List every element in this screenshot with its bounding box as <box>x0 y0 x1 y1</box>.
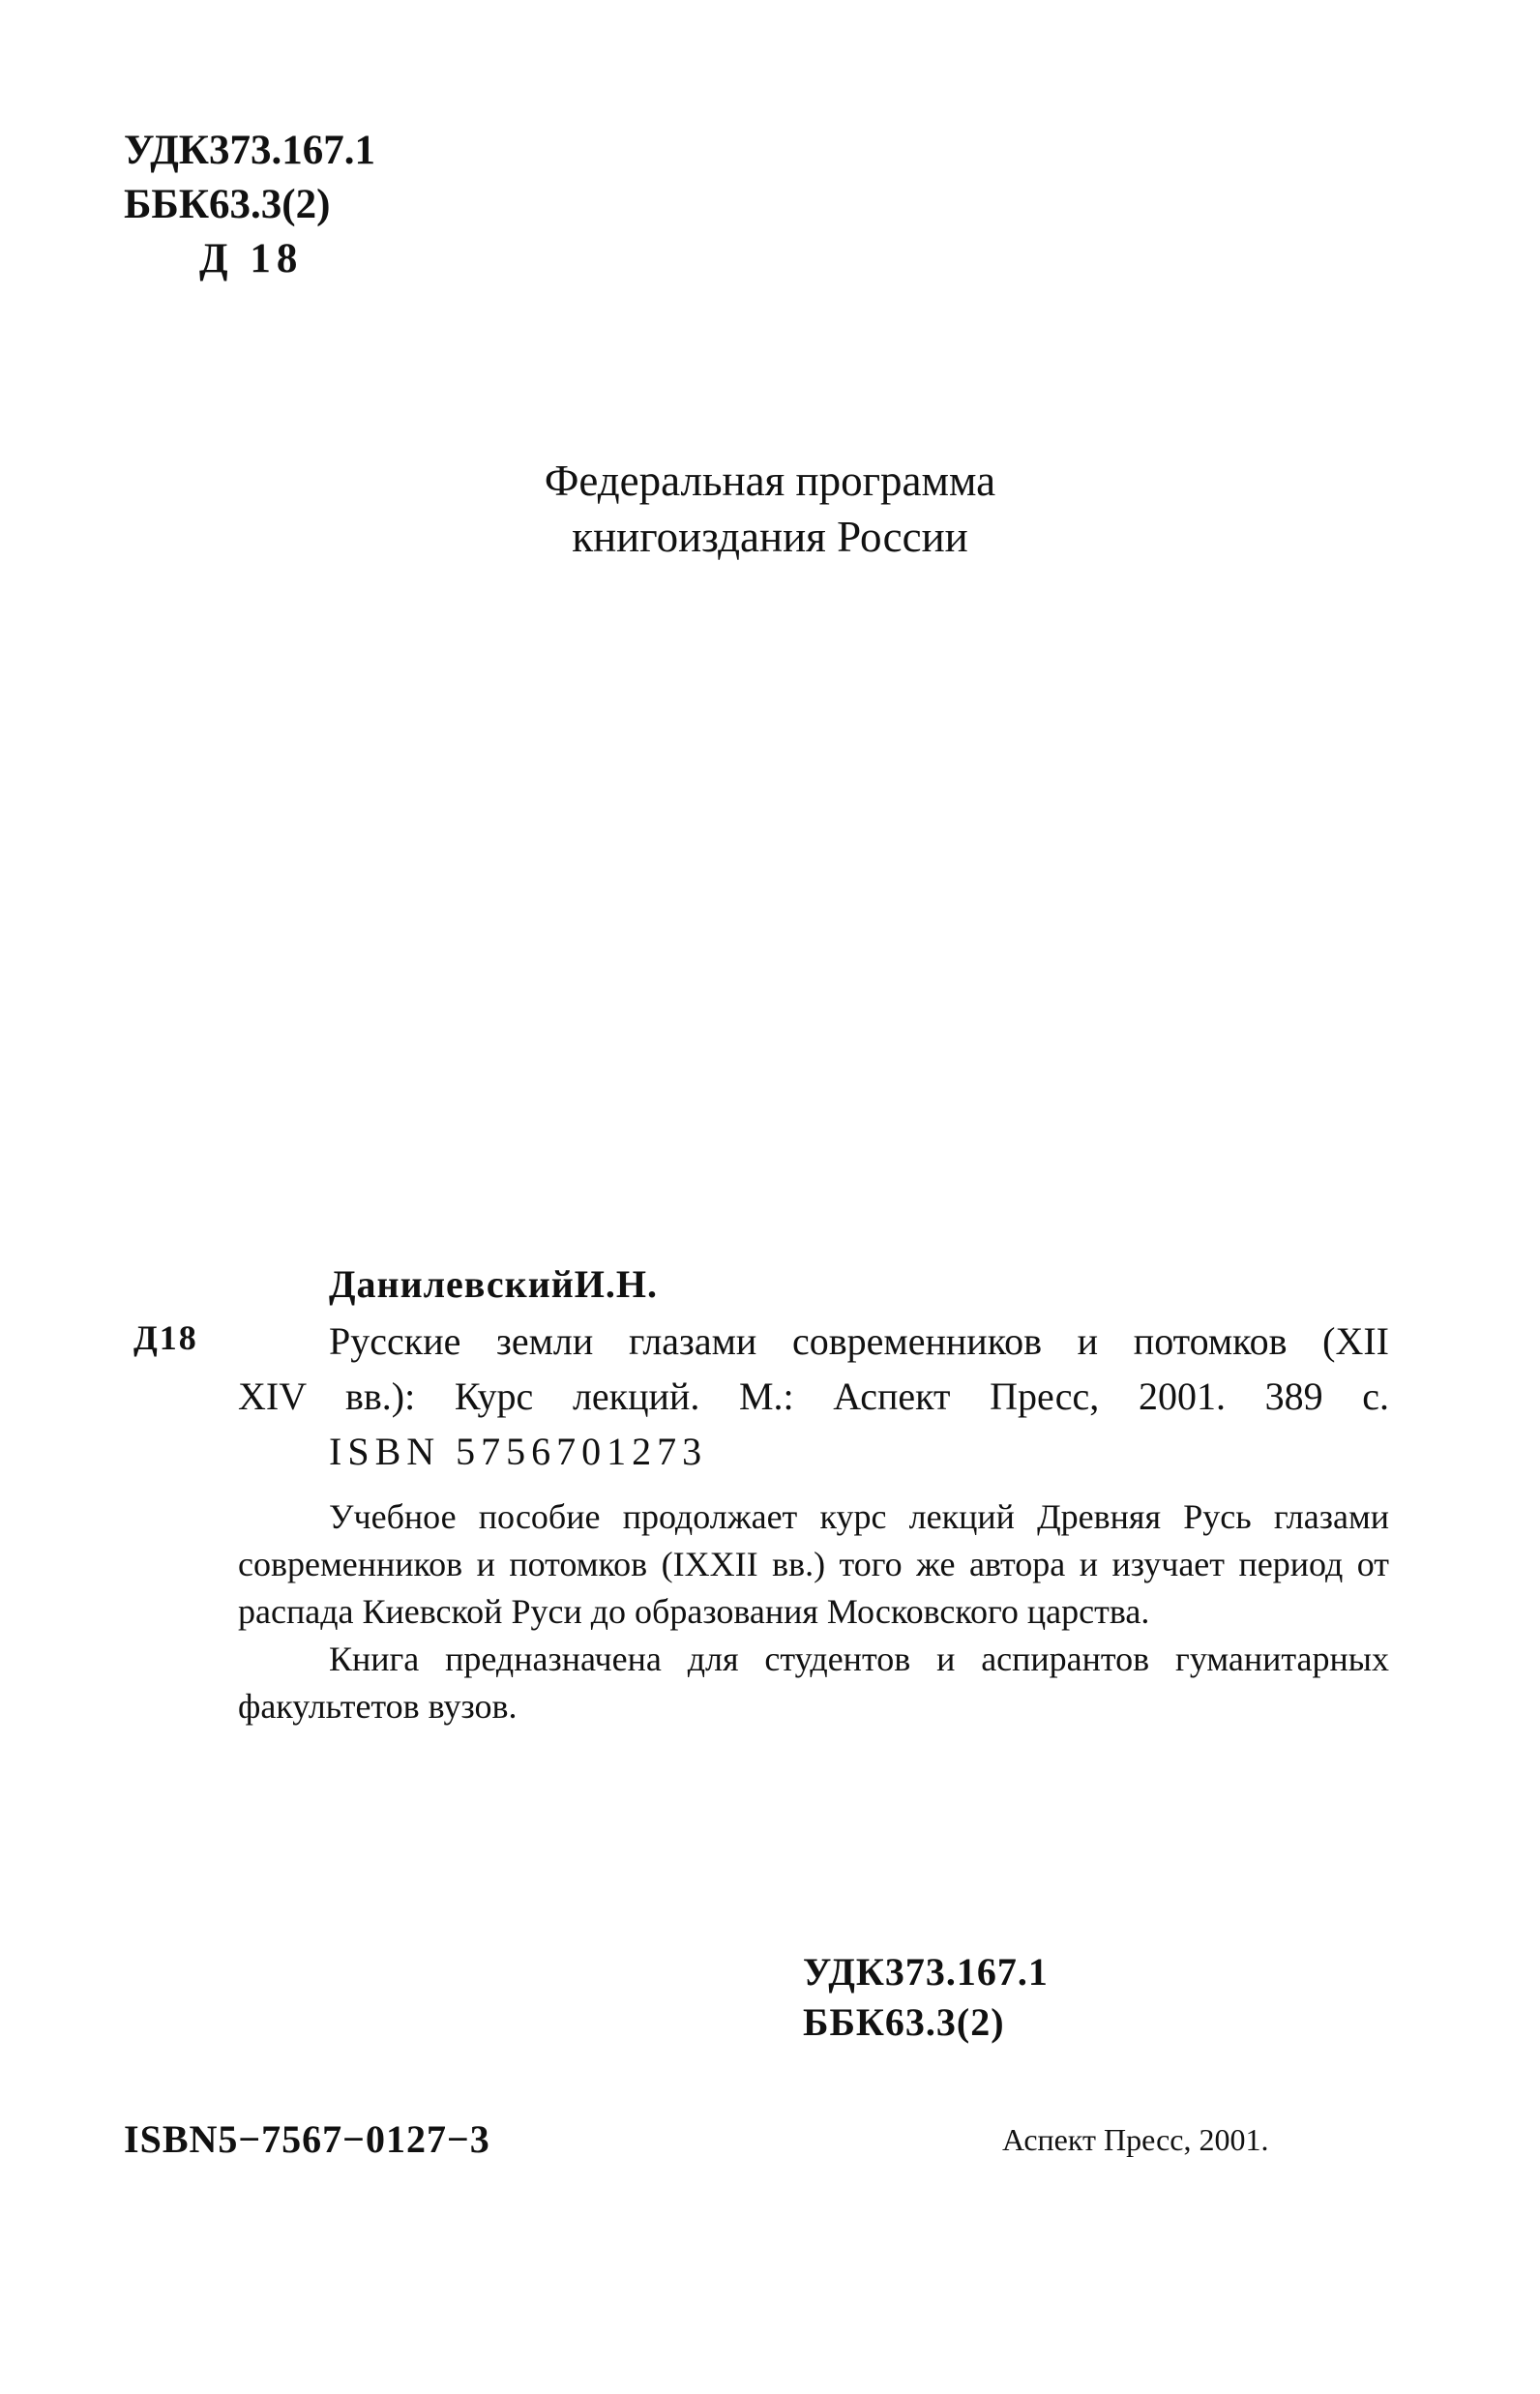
program-line-1: Федеральная программа <box>544 457 996 505</box>
program-line-2: книгоиздания России <box>572 513 968 561</box>
book-title-line-1: Русские земли глазами современников и потомков (XII <box>329 1319 1389 1363</box>
annotation-paragraph-2: Книга предназначена для студентов и аспирантов гуманитарных факультетов вузов. <box>238 1640 1389 1726</box>
classification-block-top <box>124 124 375 286</box>
copyright-notice: Аспект Пресс, 2001. <box>1002 2122 1269 2157</box>
isbn-record: ISBN 5756701273 <box>329 1430 708 1473</box>
author-mark: Д 18 <box>199 236 304 281</box>
annotation-paragraph-1: Учебное пособие продолжает курс лекций Древняя Русь глазами современников и потомков (IXXII вв.) того же автора и изучает период от распада Киевской Руси до образования Московского царства. <box>238 1497 1389 1631</box>
author-name: ДанилевскийИ.Н. <box>329 1262 659 1306</box>
annotation <box>238 1493 1389 1730</box>
program-heading <box>0 453 1540 565</box>
udk-code: УДК373.167.1 <box>124 128 375 173</box>
classification-block-bottom <box>803 1947 1049 2048</box>
book-title-line-2: XIV вв.): Курс лекций. М.: Аспект Пресс, 2001. 389 с. <box>238 1374 1389 1418</box>
bbk-code: ББК63.3(2) <box>124 182 331 227</box>
bbk-code-bottom: ББК63.3(2) <box>803 2000 1005 2044</box>
udk-code-bottom: УДК373.167.1 <box>803 1950 1049 1994</box>
bibliographic-record <box>238 1314 1389 1479</box>
isbn-footer: ISBN5−7567−0127−3 <box>124 2117 490 2161</box>
shelf-mark: Д18 <box>133 1318 198 1357</box>
